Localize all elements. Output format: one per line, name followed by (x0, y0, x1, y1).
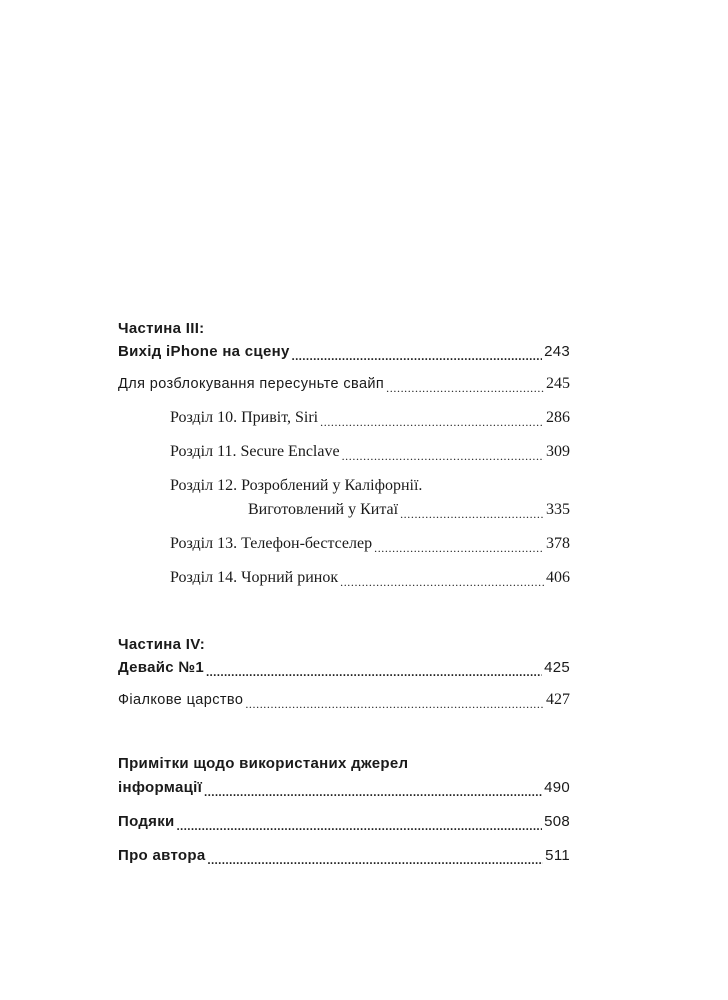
leader-dots (177, 810, 543, 834)
chapter-14-page: 406 (546, 569, 570, 586)
part-3-section-page: 245 (546, 375, 570, 392)
part-4-title: Девайс №1 (118, 659, 205, 676)
chapter-10-entry[interactable] (118, 406, 570, 430)
table-of-contents (118, 318, 570, 868)
leader-dots (207, 844, 543, 868)
part-4-label: Частина IV: (118, 636, 206, 653)
part-4-section-page: 427 (546, 691, 570, 708)
chapter-11-entry[interactable] (118, 440, 570, 464)
leader-dots (204, 776, 542, 800)
notes-title-line2: інформації (118, 779, 203, 796)
about-author-entry[interactable] (118, 844, 570, 868)
part-4-page: 425 (544, 659, 570, 676)
leader-dots (206, 656, 542, 680)
chapter-13-entry[interactable] (118, 532, 570, 556)
chapter-11-page: 309 (546, 443, 570, 460)
part-3-page: 243 (544, 343, 570, 360)
part-3-section-title: Для розблокування пересуньте свайп (118, 376, 385, 392)
part-4-section-entry[interactable] (118, 688, 570, 712)
notes-page: 490 (544, 779, 570, 796)
leader-dots (340, 566, 544, 590)
chapter-12-page: 335 (546, 501, 570, 518)
about-author-page: 511 (545, 847, 570, 864)
part-3-label: Частина III: (118, 320, 205, 337)
part-3-section-entry[interactable] (118, 372, 570, 396)
chapter-12-title-line2: Виготовлений у Китаї (248, 501, 399, 518)
chapter-12-title-line1: Розділ 12. Розроблений у Каліфорнії. (170, 477, 423, 494)
chapter-14-title: Розділ 14. Чорний ринок (170, 569, 339, 586)
part-4-title-entry[interactable] (118, 656, 570, 680)
leader-dots (386, 372, 544, 396)
notes-title-line1: Примітки щодо використаних джерел (118, 755, 409, 772)
chapter-10-title: Розділ 10. Привіт, Siri (170, 409, 319, 426)
leader-dots (292, 340, 542, 364)
chapter-14-entry[interactable] (118, 566, 570, 590)
about-author-title: Про автора (118, 847, 206, 864)
chapter-13-page: 378 (546, 535, 570, 552)
chapter-13-title: Розділ 13. Телефон-бестселер (170, 535, 373, 552)
chapter-11-title: Розділ 11. Secure Enclave (170, 443, 340, 460)
leader-dots (342, 440, 544, 464)
leader-dots (320, 406, 544, 430)
leader-dots (245, 688, 544, 712)
thanks-page: 508 (544, 813, 570, 830)
notes-entry[interactable] (118, 776, 570, 800)
chapter-10-page: 286 (546, 409, 570, 426)
leader-dots (400, 498, 544, 522)
thanks-title: Подяки (118, 813, 175, 830)
thanks-entry[interactable] (118, 810, 570, 834)
leader-dots (374, 532, 544, 556)
part-3-title-entry[interactable] (118, 340, 570, 364)
part-4-section-title: Фіалкове царство (118, 692, 244, 708)
part-3-title: Вихід iPhone на сцену (118, 343, 290, 360)
chapter-12-entry[interactable] (118, 474, 570, 522)
